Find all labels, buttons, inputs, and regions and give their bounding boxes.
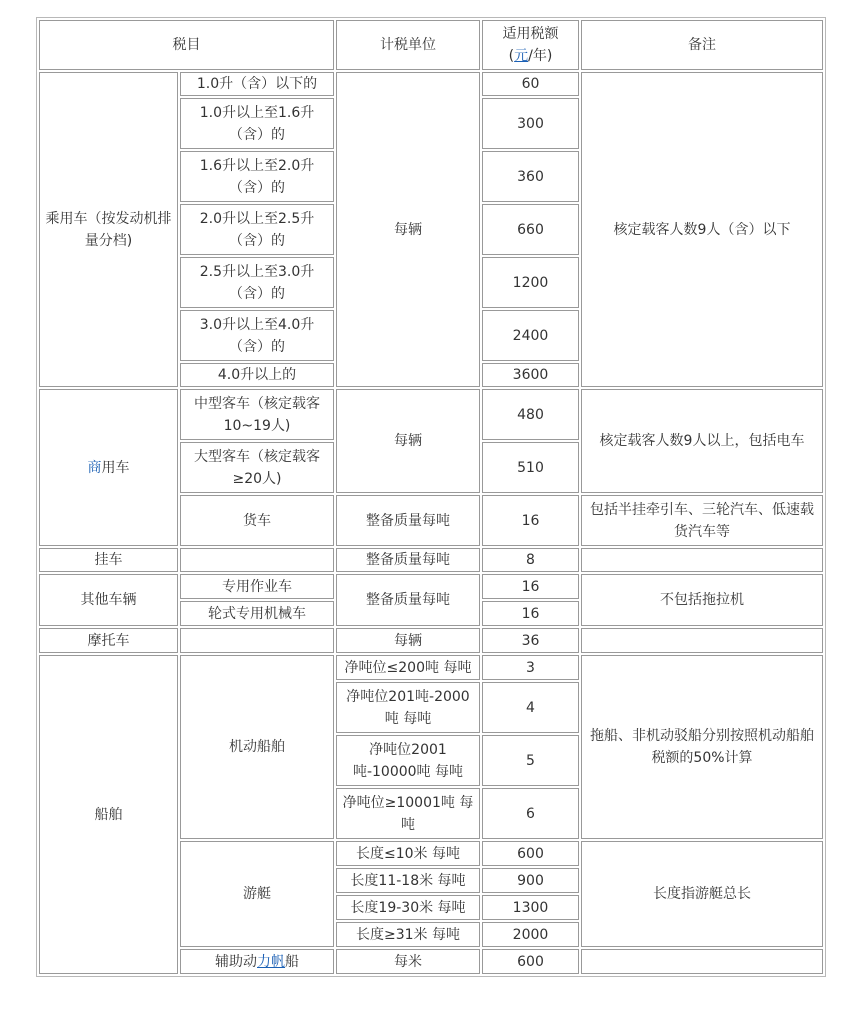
passenger-rate: 360 bbox=[482, 151, 579, 202]
commercial-sub-item: 大型客车（核定载客≥20人) bbox=[180, 442, 334, 493]
table-row bbox=[39, 574, 823, 599]
passenger-car-label: 乘用车（按发动机排量分档) bbox=[39, 72, 178, 387]
tax-table-container bbox=[36, 17, 826, 977]
aux-label-post: 船 bbox=[285, 953, 299, 970]
commercial-link[interactable]: 商 bbox=[87, 459, 102, 476]
motorcycle-sub-item bbox=[180, 628, 334, 653]
yacht-unit: 长度19-30米 每吨 bbox=[336, 895, 480, 920]
truck-sub-item: 货车 bbox=[180, 495, 334, 546]
other-note: 不包括拖拉机 bbox=[581, 574, 823, 626]
truck-note: 包括半挂牵引车、三轮汽车、低速载货汽车等 bbox=[581, 495, 823, 546]
motorcycle-note bbox=[581, 628, 823, 653]
passenger-rate: 60 bbox=[482, 72, 579, 96]
motor-ship-rate: 3 bbox=[482, 655, 579, 680]
header-rate-line1: 适用税额 bbox=[502, 26, 559, 42]
other-unit: 整备质量每吨 bbox=[336, 574, 480, 626]
motorcycle-unit: 每辆 bbox=[336, 628, 480, 653]
bus-note: 核定载客人数9人以上，包括电车 bbox=[581, 389, 823, 493]
motor-ship-rate: 5 bbox=[482, 735, 579, 786]
header-row bbox=[39, 20, 823, 70]
passenger-sub-item: 1.0升（含）以下的 bbox=[180, 72, 334, 96]
passenger-sub-item: 3.0升以上至4.0升（含）的 bbox=[180, 310, 334, 361]
motor-ship-unit: 净吨位≥10001吨 每吨 bbox=[336, 788, 480, 839]
passenger-rate: 3600 bbox=[482, 363, 579, 387]
aux-sail-unit: 每米 bbox=[336, 949, 480, 974]
yacht-rate: 1300 bbox=[482, 895, 579, 920]
yacht-label: 游艇 bbox=[180, 841, 334, 947]
motor-ship-unit: 净吨位201吨-2000吨 每吨 bbox=[336, 682, 480, 733]
yacht-unit: 长度11-18米 每吨 bbox=[336, 868, 480, 893]
bus-unit: 每辆 bbox=[336, 389, 480, 493]
passenger-sub-item: 4.0升以上的 bbox=[180, 363, 334, 387]
passenger-sub-item: 1.0升以上至1.6升（含）的 bbox=[180, 98, 334, 149]
aux-sail-rate: 600 bbox=[482, 949, 579, 974]
table-row bbox=[39, 389, 823, 440]
yacht-rate: 900 bbox=[482, 868, 579, 893]
truck-unit: 整备质量每吨 bbox=[336, 495, 480, 546]
passenger-rate: 660 bbox=[482, 204, 579, 255]
yacht-note: 长度指游艇总长 bbox=[581, 841, 823, 947]
other-vehicle-label: 其他车辆 bbox=[39, 574, 178, 626]
motorcycle-rate: 36 bbox=[482, 628, 579, 653]
table-row bbox=[39, 548, 823, 572]
motor-ship-unit: 净吨位≤200吨 每吨 bbox=[336, 655, 480, 680]
aux-sail-note bbox=[581, 949, 823, 974]
yacht-unit: 长度≤10米 每吨 bbox=[336, 841, 480, 866]
trailer-note bbox=[581, 548, 823, 572]
ship-label: 船舶 bbox=[39, 655, 178, 974]
motor-ship-rate: 4 bbox=[482, 682, 579, 733]
aux-sail-label bbox=[180, 949, 334, 974]
aux-label-pre: 辅助动 bbox=[215, 953, 257, 970]
trailer-rate: 8 bbox=[482, 548, 579, 572]
passenger-rate: 1200 bbox=[482, 257, 579, 308]
commercial-label-rest: 用车 bbox=[101, 459, 130, 476]
trailer-label: 挂车 bbox=[39, 548, 178, 572]
table-row bbox=[39, 628, 823, 653]
passenger-note: 核定载客人数9人（含）以下 bbox=[581, 72, 823, 387]
trailer-unit: 整备质量每吨 bbox=[336, 548, 480, 572]
other-rate: 16 bbox=[482, 574, 579, 599]
yacht-rate: 2000 bbox=[482, 922, 579, 947]
sail-link[interactable]: 力帆 bbox=[257, 953, 285, 970]
other-sub-item: 专用作业车 bbox=[180, 574, 334, 599]
truck-rate: 16 bbox=[482, 495, 579, 546]
yacht-rate: 600 bbox=[482, 841, 579, 866]
yuan-link[interactable]: 元 bbox=[514, 48, 529, 64]
vehicle-vessel-tax-table bbox=[36, 17, 826, 977]
commercial-vehicle-label bbox=[39, 389, 178, 546]
yacht-unit: 长度≥31米 每吨 bbox=[336, 922, 480, 947]
header-rate-close: /年) bbox=[528, 48, 553, 64]
header-rate bbox=[482, 20, 579, 70]
passenger-sub-item: 2.5升以上至3.0升（含）的 bbox=[180, 257, 334, 308]
header-item: 税目 bbox=[39, 20, 334, 70]
motor-ship-rate: 6 bbox=[482, 788, 579, 839]
table-row bbox=[39, 72, 823, 96]
passenger-sub-item: 2.0升以上至2.5升（含）的 bbox=[180, 204, 334, 255]
motor-ship-label: 机动船舶 bbox=[180, 655, 334, 839]
header-unit: 计税单位 bbox=[336, 20, 480, 70]
header-note: 备注 bbox=[581, 20, 823, 70]
motor-ship-unit: 净吨位2001吨-10000吨 每吨 bbox=[336, 735, 480, 786]
table-row bbox=[39, 655, 823, 680]
header-rate-open: ( bbox=[508, 48, 515, 64]
commercial-sub-item: 中型客车（核定载客10~19人) bbox=[180, 389, 334, 440]
other-sub-item: 轮式专用机械车 bbox=[180, 601, 334, 626]
commercial-rate: 510 bbox=[482, 442, 579, 493]
other-rate: 16 bbox=[482, 601, 579, 626]
passenger-rate: 300 bbox=[482, 98, 579, 149]
motor-ship-note: 拖船、非机动驳船分别按照机动船舶税额的50%计算 bbox=[581, 655, 823, 839]
passenger-unit: 每辆 bbox=[336, 72, 480, 387]
passenger-rate: 2400 bbox=[482, 310, 579, 361]
passenger-sub-item: 1.6升以上至2.0升（含）的 bbox=[180, 151, 334, 202]
commercial-rate: 480 bbox=[482, 389, 579, 440]
motorcycle-label: 摩托车 bbox=[39, 628, 178, 653]
trailer-sub-item bbox=[180, 548, 334, 572]
